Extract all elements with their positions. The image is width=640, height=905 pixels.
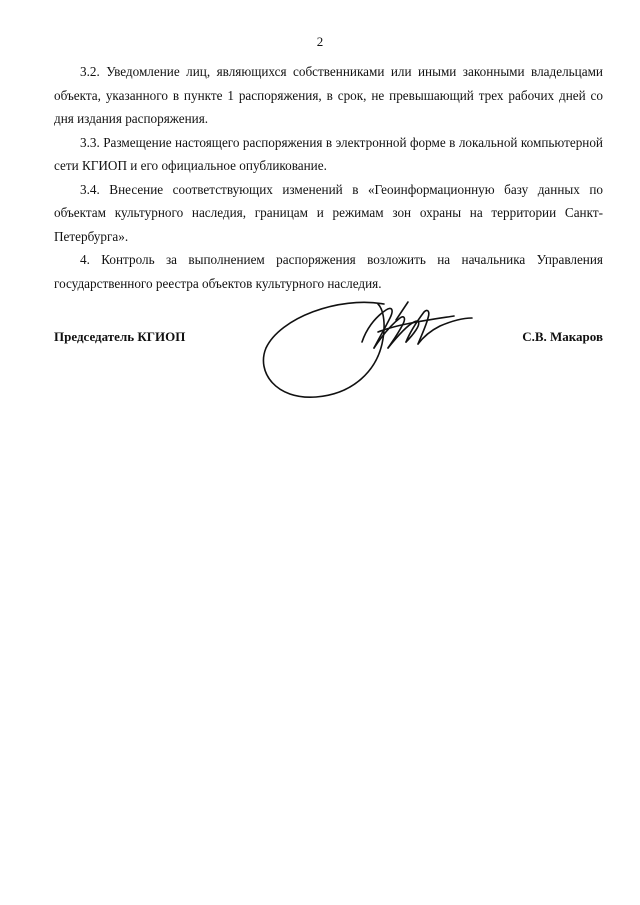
- page-number: 2: [316, 34, 324, 49]
- document-body: [54, 60, 603, 295]
- handwritten-signature: [258, 296, 488, 406]
- paragraph-4: 4. Контроль за выполнением распоряжения возложить на начальника Управления государственного реестра объектов культурного наследия.: [54, 252, 603, 291]
- paragraph-3-3: 3.3. Размещение настоящего распоряжения в электронной форме в локальной компьютерной сети КГИОП и его официальное опубликование.: [54, 134, 603, 173]
- paragraph-3-2: 3.2. Уведомление лиц, являющихся собственниками или иными законными владельцами объекта, указанного в пункте 1 распоряжения, в срок, не превышающий трех рабочих дней со дня издания распоряжения.: [54, 64, 603, 126]
- signer-name: С.В. Макаров: [522, 329, 603, 344]
- signer-title: Председатель КГИОП: [54, 329, 186, 344]
- paragraph-3-4: 3.4. Внесение соответствующих изменений в «Геоинформационную базу данных по объектам культурного наследия, границам и режимам зон охраны на территории Санкт-Петербурга».: [54, 181, 603, 244]
